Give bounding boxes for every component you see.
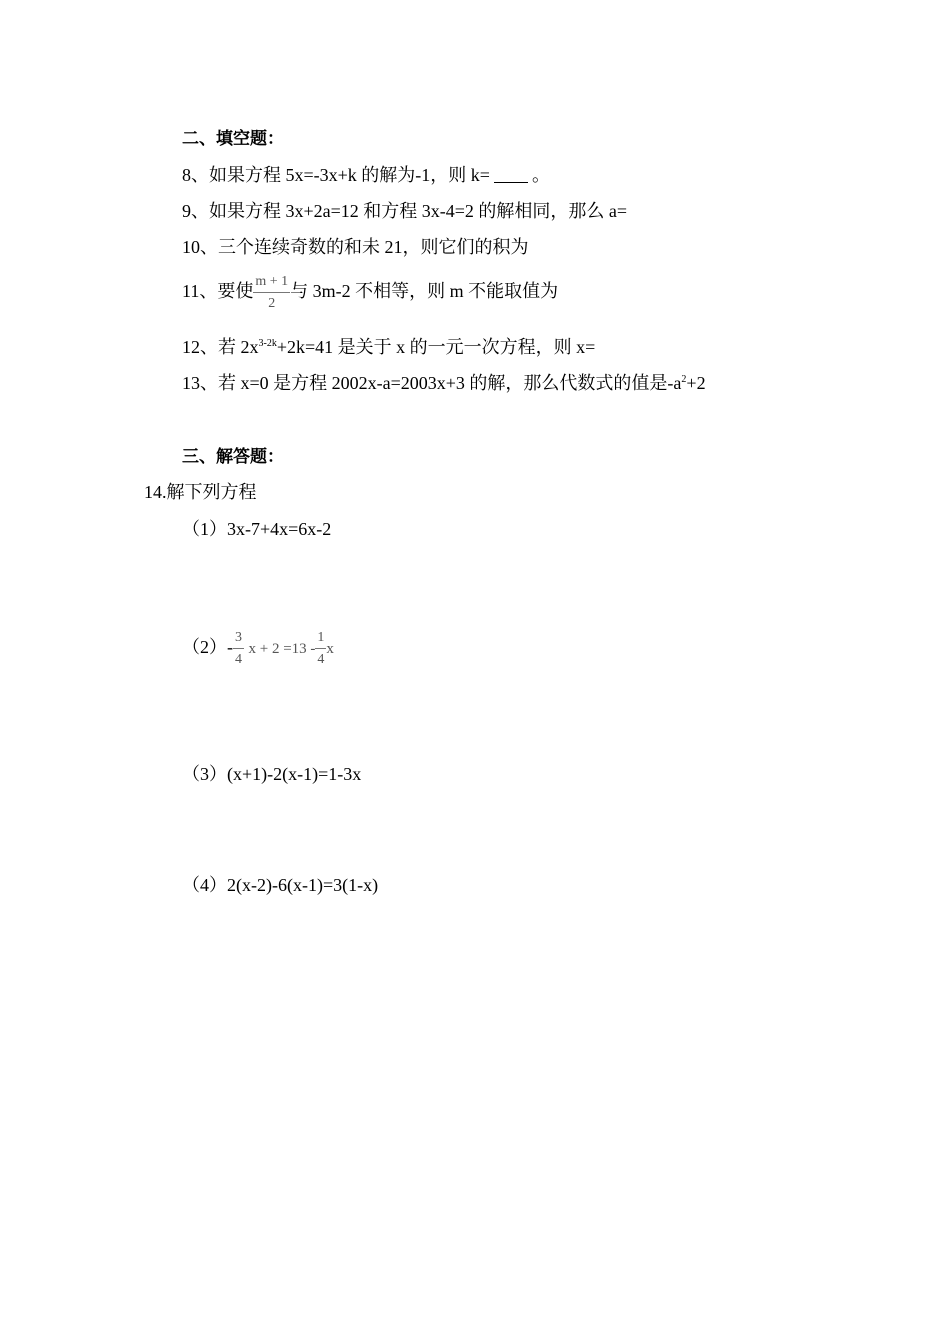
fraction	[315, 630, 326, 668]
equation-2	[182, 630, 334, 668]
fraction-numerator: 3	[233, 630, 244, 649]
question-9: 9、如果方程 3x+2a=12 和方程 3x-4=2 的解相同，那么 a=	[182, 201, 628, 221]
exponent: 3-2k	[258, 338, 277, 349]
fraction-denominator: 2	[268, 296, 276, 311]
fraction-numerator: m + 1	[253, 274, 290, 293]
question-13-suffix: +2	[686, 373, 706, 393]
question-8	[182, 164, 550, 186]
equation-2-middle: x + 2 =13 -	[248, 641, 316, 658]
equation-2-label: （2）-	[182, 637, 233, 658]
question-13-prefix: 13、若 x=0 是方程 2002x-a=2003x+3 的解，那么代数式的值是-a	[182, 373, 682, 393]
fraction-denominator: 4	[317, 652, 325, 667]
question-13	[182, 372, 706, 394]
fraction	[233, 630, 244, 668]
equation-3: （3）(x+1)-2(x-1)=1-3x	[182, 764, 362, 784]
fraction-denominator: 4	[235, 652, 242, 667]
equation-2-end: x	[326, 641, 334, 658]
question-12-prefix: 12、若 2x	[182, 337, 259, 357]
section-3-heading: 三、解答题：	[182, 447, 284, 467]
question-10: 10、三个连续奇数的和未 21，则它们的积为	[182, 237, 529, 257]
question-8-text: 8、如果方程 5x=-3x+k 的解为-1，则 k=	[182, 165, 490, 185]
fraction	[253, 274, 290, 312]
question-11-prefix: 11、要使	[182, 281, 254, 302]
question-8-end: 。	[531, 165, 550, 185]
question-14-title: 14.解下列方程	[144, 482, 257, 502]
answer-blank	[494, 166, 528, 183]
question-11-suffix: 与 3m-2 不相等，则 m 不能取值为	[290, 281, 559, 302]
question-11	[182, 274, 558, 312]
question-12-suffix: +2k=41 是关于 x 的一元一次方程，则 x=	[276, 337, 596, 357]
fraction-numerator: 1	[315, 630, 326, 649]
section-2-heading: 二、填空题：	[182, 129, 284, 149]
equation-1: （1）3x-7+4x=6x-2	[182, 519, 332, 539]
exponent: 2	[681, 374, 687, 385]
equation-4: （4）2(x-2)-6(x-1)=3(1-x)	[182, 875, 379, 895]
question-12	[182, 336, 595, 358]
